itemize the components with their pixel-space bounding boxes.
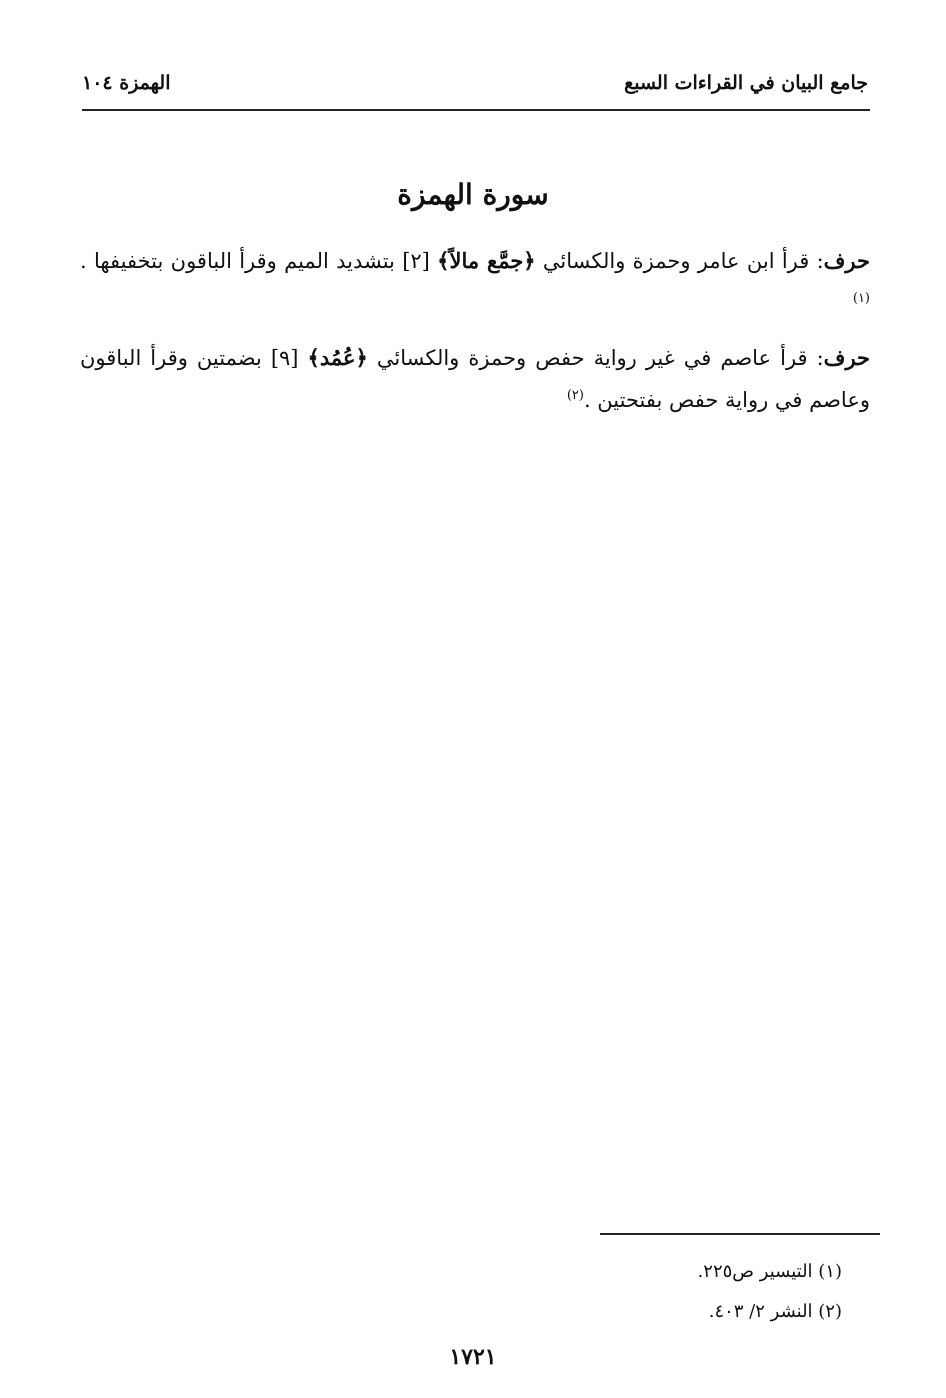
book-title: جامع البيان في القراءات السبع bbox=[624, 72, 868, 94]
header-divider bbox=[82, 109, 870, 111]
footnote-reference[interactable]: (١) bbox=[852, 291, 870, 306]
paragraph-text-after: [٩] بضمتين وقرأ الباقون وعاصم في رواية حفص بفتحتين . bbox=[80, 346, 870, 412]
footnote-1: (١) التيسير ص٢٢٥. bbox=[697, 1261, 842, 1282]
running-header bbox=[82, 72, 868, 106]
paragraph-lead: حرف bbox=[823, 345, 871, 370]
footnote-divider bbox=[600, 1233, 880, 1235]
paragraph-lead: حرف bbox=[823, 248, 870, 273]
paragraph-text-before: : قرأ ابن عامر وحمزة والكسائي bbox=[535, 249, 824, 273]
surah-title: سورة الهمزة bbox=[397, 178, 549, 211]
paragraph-text-after: [٢] بتشديد الميم وقرأ الباقون بتخفيفها . bbox=[80, 249, 438, 273]
quran-word: ﴿جمَّع مالاً﴾ bbox=[437, 248, 536, 273]
quran-word: ﴿عُمُد﴾ bbox=[307, 345, 368, 370]
paragraph-2 bbox=[80, 337, 870, 421]
footnote-2: (٢) النشر ٢/ ٤٠٣. bbox=[708, 1301, 842, 1322]
footnotes bbox=[542, 1252, 842, 1332]
page-number: ١٧٢١ bbox=[449, 1344, 497, 1370]
footnote-reference[interactable]: (٢) bbox=[566, 388, 584, 403]
paragraph-1 bbox=[80, 240, 870, 324]
section-label: الهمزة ١٠٤ bbox=[82, 72, 171, 94]
paragraph-text-before: : قرأ عاصم في غير رواية حفص وحمزة والكسائي bbox=[367, 346, 824, 370]
